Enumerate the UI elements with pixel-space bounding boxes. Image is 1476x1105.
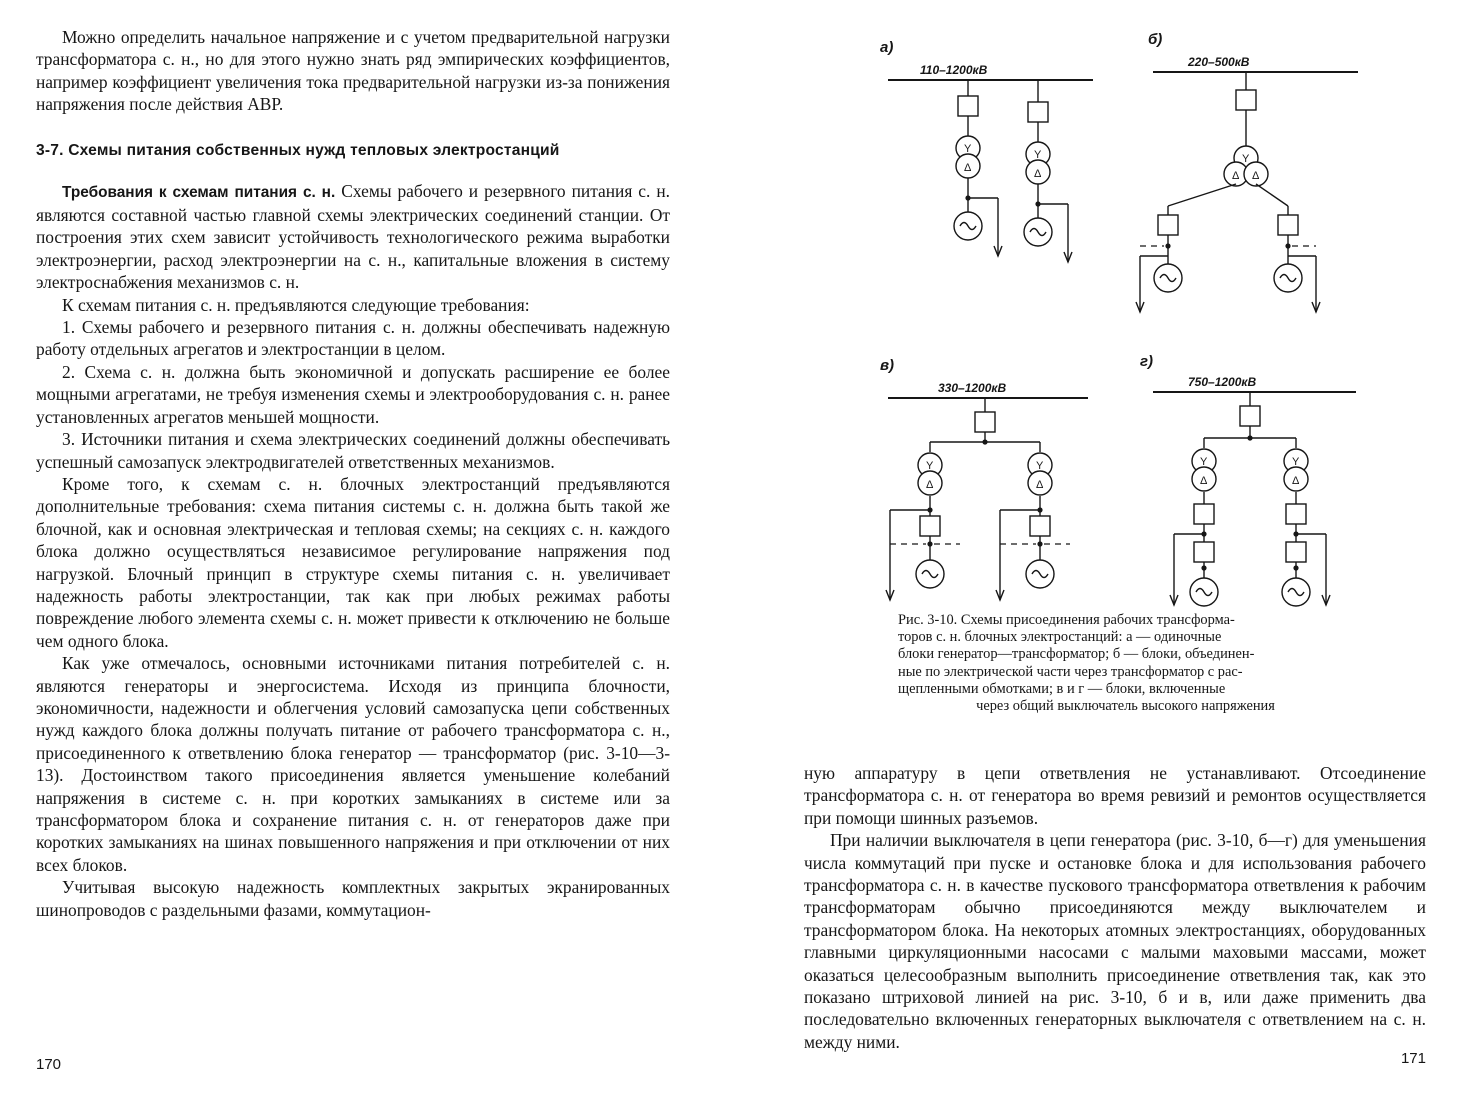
star-winding-icon: Y [1200, 456, 1208, 468]
delta-winding-icon: Δ [1252, 170, 1260, 182]
delta-winding-icon: Δ [1232, 170, 1240, 182]
caption-line: торов с. н. блочных электростанций: а — одиночные [898, 629, 1222, 646]
delta-winding-icon: Δ [1292, 475, 1300, 487]
breaker-symbol [958, 96, 978, 116]
right-page [738, 0, 1476, 1105]
panel-label: а) [880, 39, 894, 56]
star-winding-icon: Y [964, 143, 972, 155]
caption-line: Рис. 3-10. Схемы присоединения рабочих трансформа- [898, 612, 1235, 628]
breaker-symbol [1236, 90, 1256, 110]
panel-label: б) [1148, 31, 1163, 48]
paragraph: Можно определить начальное напряжение и с учетом предварительной нагрузки трансформатора с. н., но для этого нужно знать ряд эмпирических коэффициентов, например коэффициент увеличения тока предварительной нагрузки из-за понижения напряжения после действия АВР. [36, 27, 670, 115]
bus-voltage-label: 330–1200кВ [938, 381, 1007, 395]
page-number-left: 170 [36, 1056, 62, 1073]
run-in-heading: Требования к схемам питания с. н. [62, 183, 336, 201]
page-number-right: 171 [1400, 1050, 1426, 1067]
star-winding-icon: Y [926, 460, 934, 472]
delta-winding-icon: Δ [1200, 475, 1208, 487]
breaker-symbol [1158, 215, 1178, 235]
breaker-symbol [1286, 504, 1306, 524]
bus-voltage-label: 220–500кВ [1188, 55, 1250, 69]
paragraph-text: Схемы рабочего и резервного питания с. н. являются составной частью главной схемы электрических соединений станции. От построения этих схем зависит устойчивость технологического режима выработки электроэнергии, расход электроэнергии на с. н., капитальные вложения в систему электроснабжения механизмов с. н. [36, 180, 670, 293]
paragraph [36, 180, 670, 294]
junction-dot [1201, 565, 1206, 570]
left-text-column [36, 26, 670, 921]
panel-label: г) [1140, 353, 1154, 370]
caption-line: через общий выключатель высокого напряжения [976, 698, 1275, 715]
caption-line: щепленными обмотками; в и г — блоки, включенные [898, 680, 1226, 697]
bus-voltage-label: 110–1200кВ [920, 63, 988, 77]
star-winding-icon: Y [1036, 460, 1044, 472]
star-winding-icon: Y [1242, 153, 1250, 165]
junction-dot [1293, 565, 1298, 570]
panel-label: в) [880, 357, 895, 374]
paragraph: Кроме того, к схемам с. н. блочных электростанций предъявляются дополнительные требования: схема питания системы с. н. должна быть такой же блочной, как и основная электрическая и тепловая схемы; на секциях с. н. каждого блока должно осуществляться независимое регулирование напряжения под нагрузкой. Блочный принцип в структуре схемы питания с. н. увеличивает надежность работы электростанции, так как при любых режимах работы повреждение любого элемента схемы с. н. может привести к отключению не больше чем одного блока. [36, 473, 670, 651]
delta-winding-icon: Δ [1036, 479, 1044, 491]
paragraph: При наличии выключателя в цепи генератора (рис. 3-10, б—г) для уменьшения числа коммутаций при пуске и остановке блока и для использования рабочего трансформатора с. н. в качестве пускового трансформатора ответвления к рабочим трансформаторам обычно присоединяются между выключателем и трансформатором блока. На некоторых атомных электростанциях, оборудованных главными циркуляционными насосами с малыми маховыми массами, может оказаться целесообразным выполнить присоединение ответвления так, как это показано штриховой линией на рис. 3-10, б и в, или даже применить два последовательно включенных генераторных выключателя с ответвлением на с. н. между ними. [804, 830, 1426, 1052]
breaker-symbol [1286, 542, 1306, 562]
wire [1168, 184, 1236, 206]
breaker-symbol [920, 516, 940, 536]
breaker-symbol [1030, 516, 1050, 536]
breaker-symbol [1194, 542, 1214, 562]
star-winding-icon: Y [1034, 149, 1042, 161]
paragraph: К схемам питания с. н. предъявляются следующие требования: [62, 294, 530, 315]
paragraph: Как уже отмечалось, основными источниками питания потребителей с. н. являются генераторы и энергосистема. Исходя из принципа блочности, экономичности, надежности и облегчения условий самозапуска цепи собственных нужд каждого блока должны получать питание от рабочего трансформатора с. н., присоединенного к ответвлению блока генератор — трансформатор (рис. 3-10—3-13). Достоинством такого присоединения является уменьшение колебаний напряжения в системе с. н. при коротких замыканиях в системе или за трансформатором блока и сохранение питания с. н. от генераторов даже при коротких замыканиях на шинах повышенного напряжения и при отключении от них всех блоков. [36, 653, 670, 875]
right-text-column [804, 762, 1426, 1053]
requirement-item: 3. Источники питания и схема электрических соединений должны обеспечивать успешный самозапуск электродвигателей ответственных механизмов. [36, 429, 670, 472]
breaker-symbol [1028, 102, 1048, 122]
breaker-symbol [1194, 504, 1214, 524]
caption-line: ные по электрической части через трансформатор с рас- [898, 663, 1243, 680]
bus-voltage-label: 750–1200кВ [1188, 375, 1257, 389]
caption-line: блоки генератор—трансформатор; б — блоки, объединен- [898, 646, 1255, 663]
section-heading: 3-7. Схемы питания собственных нужд тепловых электростанций [36, 141, 560, 159]
delta-winding-icon: Δ [964, 162, 972, 174]
figure-3-10-diagrams [868, 20, 1368, 620]
breaker-symbol [975, 412, 995, 432]
wire [1256, 184, 1288, 206]
delta-winding-icon: Δ [1034, 168, 1042, 180]
requirement-item: 1. Схемы рабочего и резервного питания с. н. должны обеспечивать надежную работу отдельных агрегатов и электростанции в целом. [36, 317, 670, 360]
paragraph: Учитывая высокую надежность комплектных закрытых экранированных шинопроводов с раздельными фазами, коммутацион- [36, 877, 670, 920]
figure-caption [898, 612, 1353, 715]
requirement-item: 2. Схема с. н. должна быть экономичной и допускать расширение ее более мощными агрегатами, не требуя изменения схемы и электрооборудования с. н. ранее установленных агрегатов меньшей мощности. [36, 361, 670, 427]
breaker-symbol [1278, 215, 1298, 235]
delta-winding-icon: Δ [926, 479, 934, 491]
paragraph: ную аппаратуру в цепи ответвления не устанавливают. Отсоединение трансформатора с. н. от генератора во время ревизий и ремонтов осуществляется при помощи шинных разъемов. [804, 763, 1426, 828]
breaker-symbol [1240, 406, 1260, 426]
star-winding-icon: Y [1292, 456, 1300, 468]
